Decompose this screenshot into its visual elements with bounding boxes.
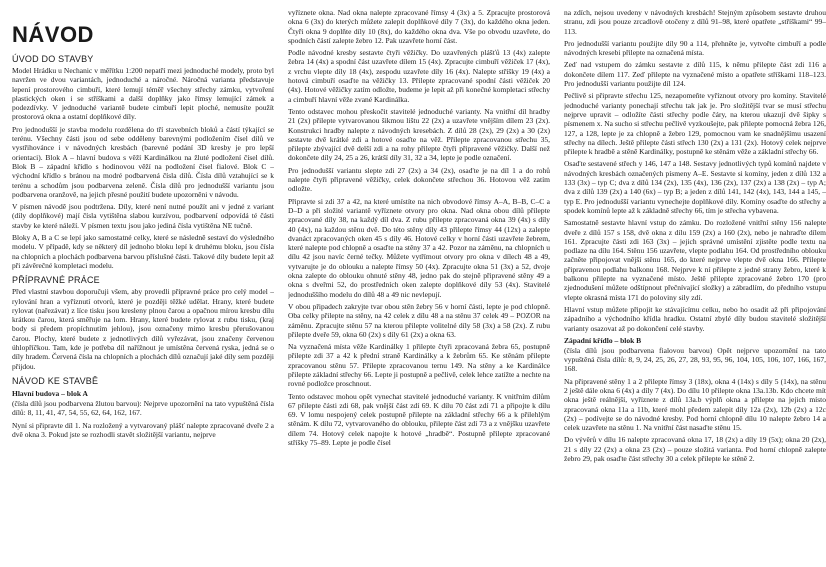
subheading-block-b: Západní křídlo – blok B <box>564 335 642 345</box>
paragraph: (čísla dílů jsou podbarvena fialovou barvou) Opět nejprve upozornění na tato vypuštěná čísla dílů: 8, 9, 24, 25, 26, 27, 28, 93, 95, 96, 104, 105, 106, 107, 166, 167, 168. <box>564 345 826 374</box>
column-3 <box>564 8 826 553</box>
column-2 <box>288 8 550 553</box>
paragraph: Osaďte sestavené střech y 146, 147 a 148. Sestavy jednotlivých typů komínů najdete v návodných kresbách označených písmeny A–E. Sestavte si komíny, jeden z dílů 132 a 133 (3x) – typ C; dva z dílů 134 (2x), 135 (4x), 136 (2x), 137 (2x) a 138 (2x) – typ A; dva z dílů 139 (2x) a 140 (6x) – typ B; a jeden z dílů 141, 142 (4x), 143, 144 a 145, – typ E. Pro jednodušší variantu vynechejte doplňkové díly. Komíny osaďte do střechy a spodek komínů lepte až k základně střechy 66, tím je střecha vybavena. <box>564 159 826 215</box>
column-1 <box>12 8 274 513</box>
paragraph: V obou připadech zakryjte tvar obou stěn žebry 56 v horní části, lepte je pod chlopně. Oba celky přilepte na stěny, na 42 celek z dílu 48 a na stěnu 37 celek 49 – POZOR na záměnu. Zpracujte stěnu 57 na kterou přilepte volitelné díly 58 (3x) a 58 (2x). Z rubu přilepte dveře 59, okna 60 (2x) s díly 61 (2x) a okna 63. <box>288 301 550 339</box>
paragraph: Tento odstavec mohou přeskočit stavitelé jednoduché varianty. Na vnitřní díl hradby 21 (2x) přilepte vytvarovanou šikmou lištu 22 (2x) a uzavřete vnějším dílem 23 (2x). Konstrukci hradby nalepte z návodných kresebách. Z dílů 28 (2x), 29 (2x) a 30 (2x) sestavte dvě krátké zdi a hotové osaďte na věž. Přilepte zpracovanou střechu 35, přilepte zbývající dvě delší zdi a na rohy přilepte čtyři připravené věžičky. Další než dokončete díly 24, 25 a 26, krátší díly 31, 32 a 34, lepte je podle označení. <box>288 106 550 163</box>
paragraph: (čísla dílů jsou podbarvena žlutou barvou): Nejprve upozornění na tato vypuštěná čísla dílů: 8, 11, 41, 47, 54, 55, 62, 64, 162, 167. <box>12 398 274 418</box>
paragraph: Model Hrádku u Nechanic v měřítku 1:200 nepatří mezi jednoduché modely, proto byl navržen ve dvou variantách, jednoduché a náročné. Náročná varianta představuje lepení prostorového cimbuří, které lemují téměř všechny střechy zámku, vytvoření plastických oken i se stříškami a další doplňky jako římsy lemující zámek a podezdívky. V jednoduché variantě budete cimbuří lepit ploché, nemusíte použít prostorová okna a ostatní doplňkové díly. <box>12 66 274 122</box>
paragraph: Tento odstavec mohou opět vynechat stavitelé jednoduché varianty. K vnitřním dílům 67 přilepte části zdi 68, pak vnější část zdí 69. K dílu 70 část zdí 71 a připojte k dílu 69. V lomu nespojený celek postupně přilepte na základní střechy 66 a k přilehlým stěnám. K dílu 72, vytvarovaného do oblouku, přilepte část zdí 73 a z vnějšku uzavřete dílem 74. Hotový celek napojte k hotové „hradbě“. Postupně přilepte zpracované stříšky 75–89. Lepte je podle čísel <box>288 391 550 448</box>
paragraph: vyříznete okna. Nad okna nalepte zpracované římsy 4 (3x) a 5. Zpracujte prostorová okna 6 (3x) do kterých můžete zalepit doplňkové díly 7 (3x), do každého okna jeden. Čtyři okna 9 doplňte díly 10 (8x), do každého okna dva. Vše po obvodu uzavřete, do spodních částí zalepte žebro 12. Pak uzavřete horní část. <box>288 8 550 45</box>
heading-instructions: NÁVOD KE STAVBĚ <box>12 375 99 386</box>
text-columns <box>12 8 826 553</box>
paragraph: Do vývěrů v dílu 16 nalepte zpracovaná okna 17, 18 (2x) a díly 19 (5x); okna 20 (2x), 21 s díly 22 (2x) a okna 23 (2x) – pouze složitá varianta. Pod horní chlopně zalepte žebro 29, pak osaďte část střechy 30 a celek přilepte ke stěně 2. <box>564 435 826 464</box>
page-title: NÁVOD <box>12 22 94 47</box>
paragraph: Na připravené stěny 1 a 2 přilepte římsy 3 (18x), okna 4 (14x) s díly 5 (14x), na stěnu 2 ještě dále okna 6 (4x) a díly 7 (4x). Do dílu 10 přilepte okna 13a.13b. Kdo chcete mít okna ještě reálnější, vyříznete z dílů 13a.b výplň okna a přilepte na jejich místo zpracovaná okna 11a a 11b, které mohl předem zalepit díly 12a (2x), 12b (2x) a 12c (2x) – podívejte se do návodné kresby. Pod horní chlopně dílu 10 nalepte žebro 14 a celek uzavřete na stěnu 1. Na vnitřní část nasaďte stěnu 15. <box>564 376 826 433</box>
paragraph: V písmen návodě jsou podtržena. Díly, které není nutné použít ani v jedné z variant (díly doplňkové) mají čísla vytištěna slabou kurzívou, podbarvení odpovídá té části stavby ke které náleží. V písmen textu jsou jako jediná čísla vytištěna NE tučně. <box>12 202 274 230</box>
paragraph: Pro jednodušší je stavba modelu rozdělena do tří stavebních bloků a částí týkající se terénu. Všechny části jsou od sebe odděleny barevnými podložením čísel dílů ve vystřihovánce i v návodných kresbách (barevné podání 3D kresby je pro lepší orientaci). Blok A – hlavní budova s věží Kardinálkou na žluté podložení čísel dílů. Blok B – západní křídlo s hodinovou věží na podložení čísel fialové. Blok C – východní křídlo s bránou na modré podbarvená čísla dílů. Čísla dílů vztahující se k terénu a schodům jsou podbarvena zeleně. Čísla dílů pro jednodušší variantu jsou podbarvena oranžově, na jejich přesné použití budete upozorněni v návodu. <box>12 124 274 199</box>
paragraph: Pro jednodušší variantu použijte díly 90 a 114, přehněte je, vytvořte cimbuří a podle návodných kresebi přilepte na označená místa. <box>564 38 826 58</box>
paragraph: Zeď nad vstupem do zámku sestavte z dílů 115, k němu přilepte část zdi 116 a dokončete dílem 117. Zeď přilepte na vyznačené místo a opatřete stříškami 118–123. Pro jednodušší variantu použijte díl 124. <box>564 60 826 89</box>
subheading-block-a: Hlavní budova – blok A <box>12 388 88 398</box>
paragraph: Nyní si připravte díl 1. Na rozložený a vytvarovaný plášť nalepte zpracované dveře 2 a dvě okna 3. Pokud jste se rozhodli stavět složitější variantu, nejprve <box>12 420 274 439</box>
paragraph: Před vlastní stavbou doporučuji všem, aby provedli přípravné práce pro celý model – rylování hran a vyříznutí otvorů, které je později těžké udělat. Hrany, které budete rylovat (nařezávat) z líce tisku jsou kresleny plnou čarou a opačnou mírou kresbu dílu krátkou čarou, která směřuje na lom. Hrany, které budete rylovat z rubu tisku, (kraj body si předem propíchnutím jehlou), jsou označeny mimo kresbu přerušovanou čarou. Plochy, které budete z jednotlivých dílů vyřezávat, jsou značeny červenou úhlopříčkou. Tam, kde je potřeba díl nařížnout je umístěna červená ryska, jedná se o díly hradem. Červená čísla na chlopních a plochách dílů označují jaké díly sem později přijdou. <box>12 287 274 371</box>
paragraph: Připravte si zdi 37 a 42, na které umístíte na nich obvodové římsy A–A, B–B, C–C a D–D a při složité variantě vyříznete otvory pro okna. Nad okna obou dílů přilepte zpracované díly 38, na každý díl dva. Z rubu přilepte zpracovaná okna 39 (4x) s díly 40 (4x), na každou stěnu dvě. Do této stěny díly 43 přilepte římsy 44 (12x) a zalepte dvanáct zpracovaných oken 45 s díly 46. Hotové celky v horní části uzavřete žebrem, které nalepte pod chlopně a osaďte na stěny 37 a 42. Pozor na záměnu, na chlopních u dílu 42 jsou navíc černé tečky. Můžete vytřímout otvory pro okna v dílech 48 a 49, vytvarujte je do oblouku a nalepte římsy 50 (4x). Zpracujte okna 51 (3x) a 52, dvoje okna zalepte do oblouku ohnuté stěny 48, jedno pak do stejně připravené stěny 49 a okna s dveřmi 52, do prostředních oken zalepte doplňkové díly 53 (4x). Stavitelé jednoduššího modelu do dílů 48 a 49 nic nevlepují. <box>288 196 550 299</box>
paragraph: Bloky A, B a C se lepí jako samostatné celky, které se následně sestaví do výsledného modelu. V případě, kdy se některý díl jednoho bloku lepí k druhému bloku, jsou čísla na chlopních a plochách podbarvena barvou příslušné části. Takové díly budete lepit až při závěrečné kompletaci modelu. <box>12 233 274 270</box>
heading-preparation: PŘÍPRAVNÉ PRÁCE <box>12 275 100 286</box>
paragraph: Na vyznačená místa věže Kardinálky 1 přilepte čtyři zpracovaná žebra 65, postupně přilepte zdi 37 a 42 k přední straně Kardinálky a k žebrům 65. Ke stěnám přilepte zpracovanou stěnu 57. Přilepte zpracovanou ternu 149. Na stěny a ke Kardinálce přilepte základní střechy 66. Lepte ji postupně a pečlivě, celek lehce zatížte a nechte na rovné podložce proschnout. <box>288 342 550 389</box>
heading-intro: ÚVOD DO STAVBY <box>12 54 94 64</box>
paragraph: na zdích, nejsou uvedeny v návodných kresbách! Stejným způsobem sestavte druhou stranu, zdi jsou pouze zrcadlově otočeny z dílů 91–98, které opatřete „stříškami“ 99–113. <box>564 8 826 36</box>
paragraph: Podle návodné kresby sestavte čtyři věžičky. Do uzavřených plášťů 13 (4x) zalepte žebra 14 (4x) a spodní část uzavřete dílem 15 (4x). Zpracujte cimbuří věžiček 17 (4x), z vrchu vlepte díly 18 (4x), zespodu uzavřete díly 16 (4x). Nalepte stříšky 19 (4x) a hotová cimbuří osaďte na věžičky 13. Přilepte zpracované spodní části věžiček 20 (4x). Hotové věžičky zatím odložte, budeme je lepit až při konečné kompletaci střechy a cimbuří hlavní věže zvané Kardinálka. <box>288 48 550 104</box>
paragraph: Samostatně sestavte hlavní vstup do zámku. Do rozložené vnitřní stěny 156 nalepte dveře z dílů 157 s 158, dvě okna z dílu 159 (2x) a 160 (2x), nebo je nahraďte dílem 161. Zpracujte části zdi 163 (3x) – jejich správné umístění zjistěte podle textu na podlaze na dílu 164. Stěnu 156 uzavřete, vlepte podlahu 164. Od prostředního oblouku začněte připojovat vnější stěnu 165, do které nejprve vlepte dvě okna 166. Přilepte připravenou podlahu balkonu 168. Nejprve k ní přilepte z jedné strany žebro, které k balkonu přilepte na vyznačené místo. Ještě přilepte zpracované žebro 170 (pro zjednodušení můžete odštípnout přečnívající složky) a zábradlím, do předního vstupu vlepte okrasná místa 171 do poloviny sily zdí. <box>564 218 826 302</box>
paragraph: Pro jednodušší variantu slepte zdi 27 (2x) a 34 (2x), osaďte je na díl 1 a do rohů nalepte čtyři připravené věžičky, celek dokončete střechou 36. Hotovou věž zatím odložte. <box>288 165 550 194</box>
paragraph: Hlavní vstup můžete připojit ke stávajícímu celku, nebo ho osadit až při připojování západního a východního křídla hradku. Ostatní zbylé díly budou stavitelé složitější varianty osazovat až po dokončení celé stavby. <box>564 304 826 333</box>
paragraph: Pečlivě si připravte střechu 125, nezapomeňte vyříznout otvory pro komíny. Stavitelé jednoduché varianty ponechají střechu tak jak je. Pro složitější tvar se musí střechu nejprve upravit – odložíte části střechy podle čáry, na kterou ukazují dvě šipky s písmenem x. Na sucho si střechu pečlivě vyzkoušejte, pak přilepte pomocná žebra 126, 127, a 128, lepte je za chlopně a žebro 129, pomocnou vam ke snadnějšímu usazení střechy na dílech. Ještě přilepte části střech 130 (2x) a 131 (2x). Hotový celek nejprve přilepte k hradbě a stěně Kardinálky, postupně ke stěnám věže a základní střechy 66. <box>564 91 826 157</box>
